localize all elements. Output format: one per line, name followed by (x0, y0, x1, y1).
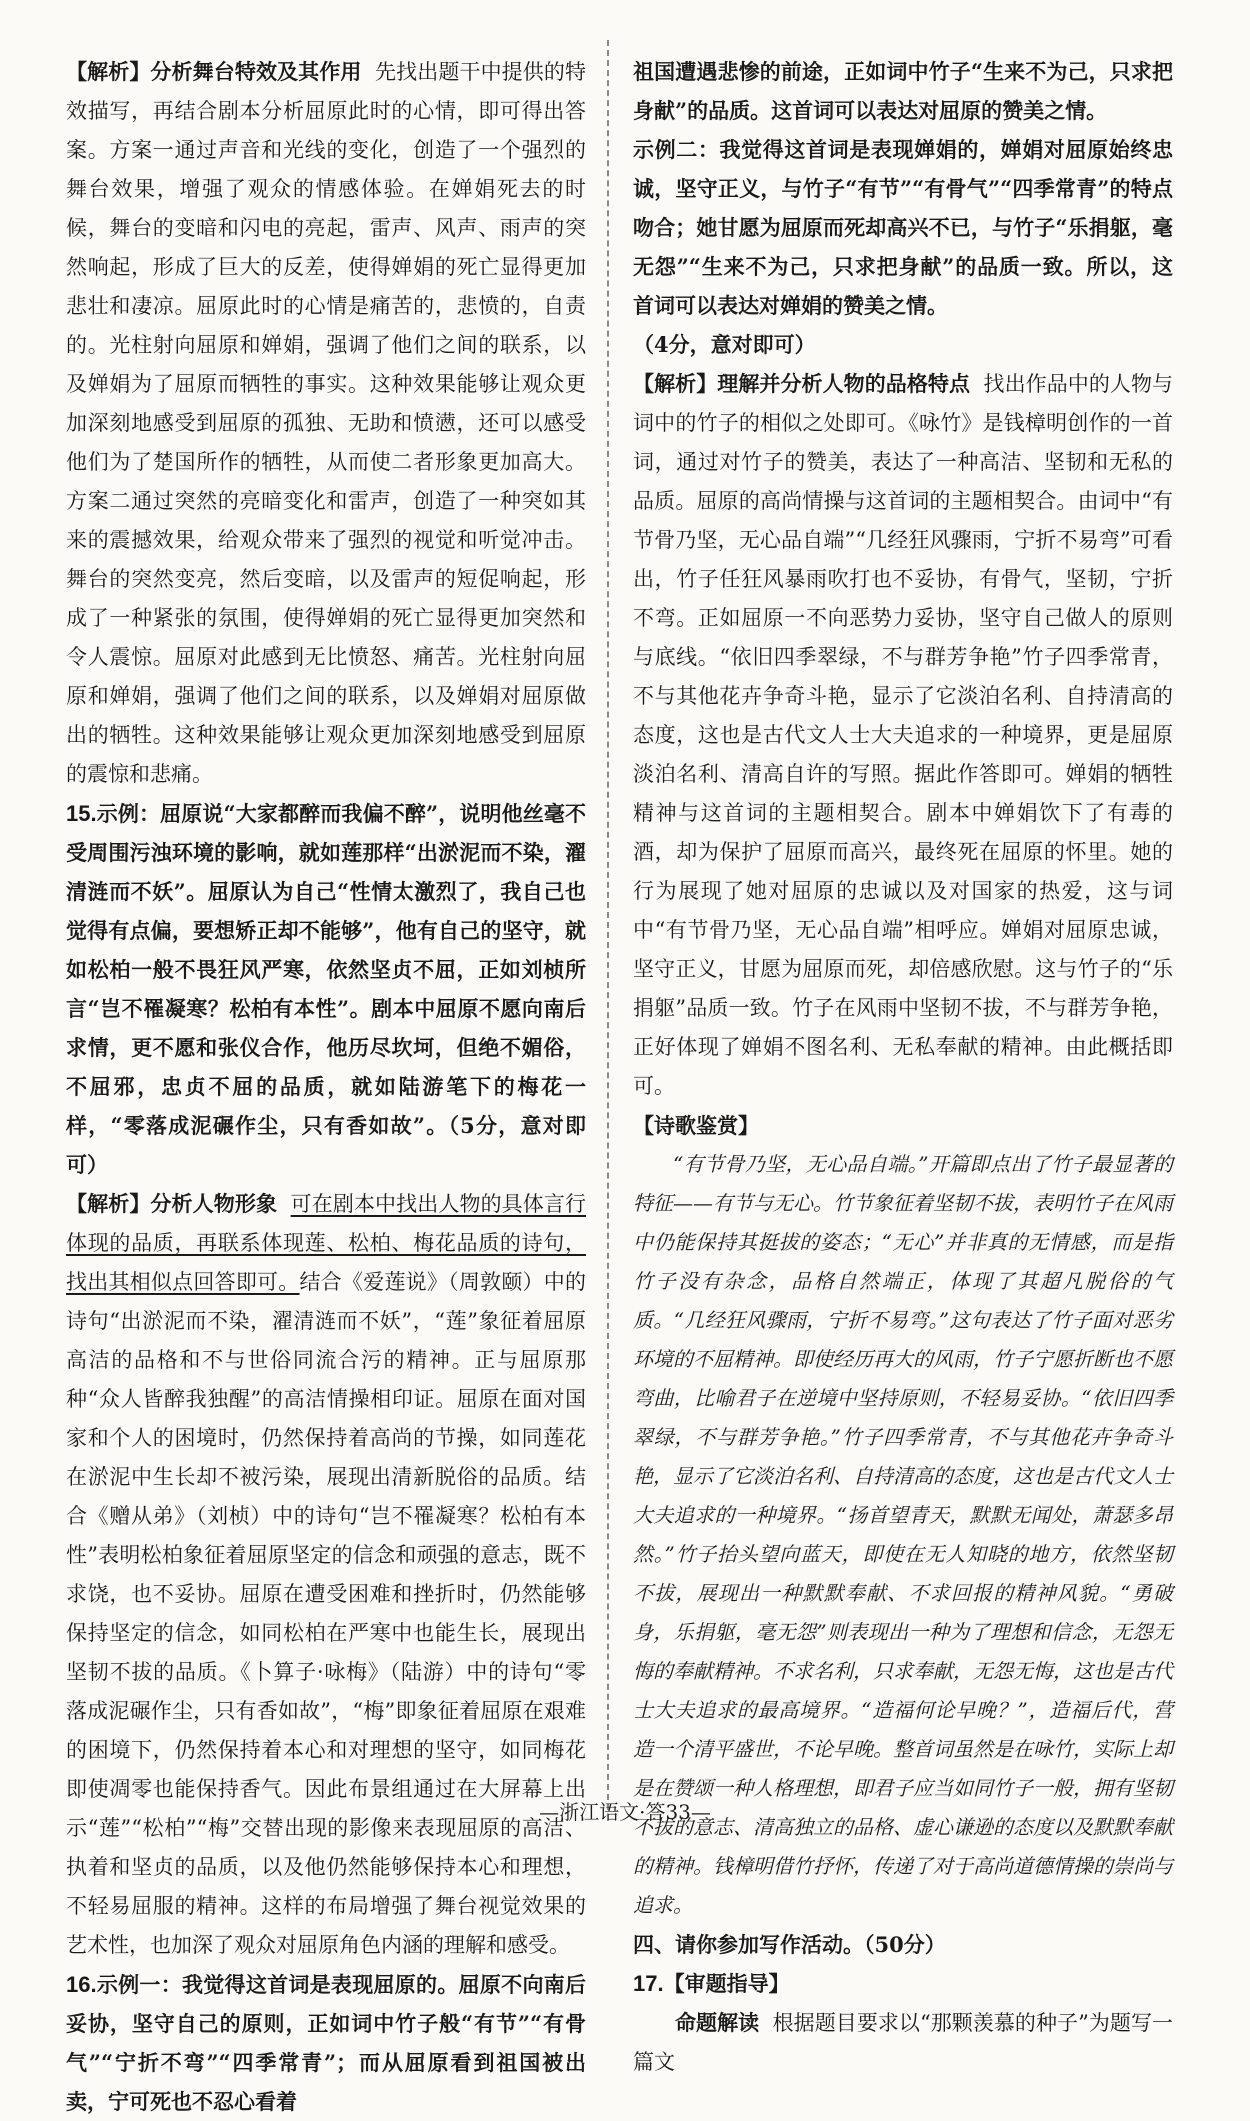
answer-16-continued: 祖国遭遇悲惨的前途，正如词中竹子“生来不为己，只求把身献”的品质。这首词可以表达对屈原的赞美之情。 (633, 59, 1173, 123)
section-four-heading: 四、请你参加写作活动。（50分） (633, 1932, 946, 1957)
answer-text: 示例：屈原说“大家都醉而我偏不醉”，说明他丝毫不受周围污浊环境的影响，就如莲那样“出淤泥而不染，濯清涟而不妖”。屈原认为自己“性情太激烈了，我自己也觉得有点偏，要想矫正却不能够”，他有自己的坚守，就如松柏一般不畏狂风严寒，依然坚贞不屈，正如刘桢所言“岂不罹凝寒？松柏有本性”。剧本中屈原不愿向南后求情，更不愿和张仪合作，他历尽坎坷，但绝不媚俗，不屈邪，忠贞不屈的品质，就如陆游笔下的梅花一样，“零落成泥碾作尘，只有香如故”。（5分，意对即可） (66, 801, 586, 1177)
underlined-hint: 可在剧本中找出人物的具体言行体现的品质，再联系体现莲、松柏、梅花品质的诗句，找出其相似点回答即可。 (66, 1192, 586, 1294)
answer-17-heading (633, 1964, 1173, 2003)
right-column (633, 52, 1173, 2082)
analysis-tag: 【解析】分析人物形象 (66, 1191, 278, 1216)
poem-appreciation-text: “有节骨乃坚，无心品自端。”开篇即点出了竹子最显著的特征——有节与无心。竹节象征着坚韧不拔，表明竹子在风雨中仍能保持其挺拔的姿态；“无心”并非真的无情感，而是指竹子没有杂念，品格自然端正，体现了其超凡脱俗的气质。“几经狂风骤雨，宁折不易弯。”这句表达了竹子面对恶劣环境的不屈精神。即使经历再大的风雨，竹子宁愿折断也不愿弯曲，比喻君子在逆境中坚持原则，不轻易妥协。“依旧四季翠绿，不与群芳争艳。”竹子四季常青，不与其他花卉争奇斗艳，显示了它淡泊名利、自持清高的态度，这也是古代文人士大夫追求的一种境界。“扬首望青天，默默无闻处，萧瑟多昂然。”竹子抬头望向蓝天，即使在无人知晓的地方，依然坚韧不拔，展现出一种默默奉献、不求回报的精神风貌。“勇破身，乐捐躯，毫无怨”则表现出一种为了理想和信念，无怨无悔的奉献精神。不求名利，只求奉献，无怨无悔，这也是古代士大夫追求的最高境界。“造福何论早晚？”，造福后代，营造一个清平盛世，不论早晚。整首词虽然是在咏竹，实际上却是在赞颂一种人格理想，即君子应当如同竹子一般，拥有坚韧不拔的意志、清高独立的品格、虚心谦逊的态度以及默默奉献的精神。钱樟明借竹抒怀，传递了对于高尚道德情操的崇尚与追求。 (633, 1152, 1173, 1917)
column-divider (607, 40, 609, 1810)
question-number: 17. (633, 1971, 664, 1996)
interpretation-label: 命题解读 (675, 2010, 760, 2035)
poem-appreciation-heading: 【诗歌鉴赏】 (633, 1113, 759, 1138)
prompt-interpretation (633, 2003, 1173, 2082)
answer-text: 示例一：我觉得这首词是表现屈原的。屈原不向南后妥协，坚守自己的原则，正如词中竹子般“有节”“有骨气”“宁折不弯”“四季常青”；而从屈原看到祖国被出卖，宁可死也不忍心看着 (66, 1972, 586, 2114)
interpretation-text: 根据题目要求以“那颗羡慕的种子”为题写一篇文 (633, 2011, 1173, 2074)
guidance-tag: 【审题指导】 (663, 1971, 790, 1996)
score-note: （4分，意对即可） (633, 332, 816, 357)
analysis-text: 先找出题干中提供的特效描写，再结合剧本分析屈原此时的心情，即可得出答案。方案一通过声音和光线的变化，创造了一个强烈的舞台效果，增强了观众的情感体验。在婵娟死去的时候，舞台的变暗和闪电的亮起，雷声、风声、雨声的突然响起，形成了巨大的反差，使得婵娟的死亡显得更加悲壮和凄凉。屈原此时的心情是痛苦的，悲愤的，自责的。光柱射向屈原和婵娟，强调了他们之间的联系，以及婵娟为了屈原而牺牲的事实。这种效果能够让观众更加深刻地感受到屈原的孤独、无助和愤懑，还可以感受他们为了楚国所作的牺牲，从而使二者形象更加高大。方案二通过突然的亮暗变化和雷声，创造了一种突如其来的震撼效果，给观众带来了强烈的视觉和听觉冲击。舞台的突然变亮，然后变暗，以及雷声的短促响起，形成了一种紧张的氛围，使得婵娟的死亡显得更加突然和令人震惊。屈原对此感到无比愤怒、痛苦。光柱射向屈原和婵娟，强调了他们之间的联系，以及婵娟对屈原做出的牺牲。这种效果能够让观众更加深刻地感受到屈原的震惊和悲痛。 (66, 60, 586, 786)
analysis-paragraph-character (66, 1184, 586, 1965)
analysis-tag: 【解析】理解并分析人物的品格特点 (633, 371, 971, 396)
answer-16-example-two: 示例二：我觉得这首词是表现婵娟的，婵娟对屈原始终忠诚，坚守正义，与竹子“有节”“有骨气”“四季常青”的特点吻合；她甘愿为屈原而死却高兴不已，与竹子“乐捐躯，毫无怨”“生来不为己，只求把身献”的品质一致。所以，这首词可以表达对婵娟的赞美之情。 (633, 137, 1173, 318)
question-number: 16. (66, 1972, 97, 1997)
question-number: 15. (66, 801, 97, 826)
analysis-paragraph-stage-effects (66, 52, 586, 794)
analysis-paragraph-traits (633, 364, 1173, 1106)
answer-15 (66, 794, 586, 1184)
page-footer: —浙江语文·答33— (539, 1800, 711, 1824)
analysis-tag: 【解析】分析舞台特效及其作用 (66, 59, 362, 84)
answer-16 (66, 1965, 586, 2121)
analysis-text: 结合《爱莲说》（周敦颐）中的诗句“出淤泥而不染，濯清涟而不妖”，“莲”象征着屈原高洁的品格和不与世俗同流合污的精神。正与屈原那种“众人皆醉我独醒”的高洁情操相印证。屈原在面对国家和个人的困境时，仍然保持着高尚的节操，如同莲花在淤泥中生长却不被污染，展现出清新脱俗的品质。结合《赠从弟》（刘桢）中的诗句“岂不罹凝寒？松柏有本性”表明松柏象征着屈原坚定的信念和顽强的意志，既不求饶，也不妥协。屈原在遭受困难和挫折时，仍然能够保持坚定的信念，如同松柏在严寒中也能生长，展现出坚韧不拔的品质。《卜算子·咏梅》（陆游）中的诗句“零落成泥碾作尘，只有香如故”，“梅”即象征着屈原在艰难的困境下，仍然保持着本心和对理想的坚守，如同梅花即使凋零也能保持香气。因此布景组通过在大屏幕上出示“莲”“松柏”“梅”交替出现的影像来表现屈原的高洁、执着和坚贞的品质，以及他仍然能够保持本心和理想，不轻易屈服的精神。这样的布局增强了舞台视觉效果的艺术性，也加深了观众对屈原角色内涵的理解和感受。 (66, 1270, 587, 1957)
analysis-text: 找出作品中的人物与词中的竹子的相似之处即可。《咏竹》是钱樟明创作的一首词，通过对竹子的赞美，表达了一种高洁、坚韧和无私的品质。屈原的高尚情操与这首词的主题相契合。由词中“有节骨乃坚，无心品自端”“几经狂风骤雨，宁折不易弯”可看出，竹子任狂风暴雨吹打也不妥协，有骨气，坚韧，宁折不弯。正如屈原一不向恶势力妥协，坚守自己做人的原则与底线。“依旧四季翠绿，不与群芳争艳”竹子四季常青，不与其他花卉争奇斗艳，显示了它淡泊名利、自持清高的态度，这也是古代文人士大夫追求的一种境界，更是屈原淡泊名利、清高自许的写照。据此作答即可。婵娟的牺牲精神与这首词的主题相契合。剧本中婵娟饮下了有毒的酒，却为保护了屈原而高兴，最终死在屈原的怀里。她的行为展现了她对屈原的忠诚以及对国家的热爱，这与词中“有节骨乃坚，无心品自端”相呼应。婵娟对屈原忠诚，坚守正义，甘愿为屈原而死，却倍感欣慰。这与竹子的“乐捐躯”品质一致。竹子在风雨中坚韧不拔，不与群芳争艳，正好体现了婵娟不图名利、无私奉献的精神。由此概括即可。 (633, 372, 1174, 1098)
